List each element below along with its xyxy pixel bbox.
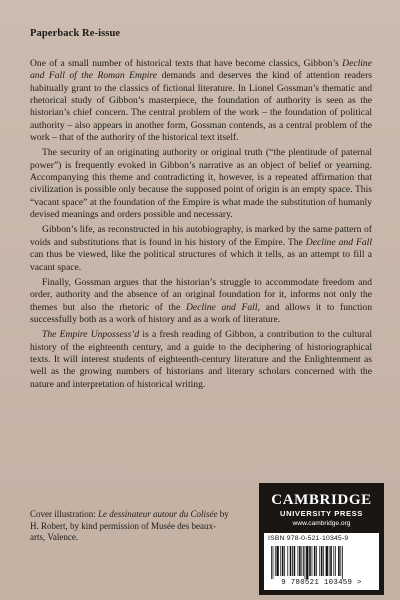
text-run: by H. Robert, by kind permission of Musée des beaux-arts, Valence.: [30, 509, 229, 543]
text-run: is a fresh reading of Gibbon, a contribution to the cultural history of the eighteenth century, and a guide to the deciphering of historiographical texts. It will interest students of eighteenth-century literature and the Enlightenment as well as the growing numbers of historians and literary scholars concerned with the nature and interpretation of historical writing.: [30, 329, 373, 390]
reissue-heading: Paperback Re-issue: [30, 28, 121, 39]
barcode-icon: [270, 546, 373, 579]
publisher-logo-subtitle: UNIVERSITY PRESS: [280, 509, 363, 518]
italic-title: Decline and Fall: [185, 301, 258, 313]
text-run: can thus be viewed, like the political structures of which it tells, as an attempt to fill a vacant space.: [30, 249, 372, 273]
italic-title: Decline and Fall of the Roman Empire: [30, 58, 372, 82]
blurb-paragraph: [30, 329, 372, 391]
blurb-paragraph: [30, 147, 372, 221]
isbn-label: ISBN 978-0-521-10345-9: [268, 535, 349, 542]
barcode-panel: [264, 533, 379, 590]
text-run: , and allows it to function successfully both as a work of history and as a work of literature.: [30, 301, 372, 325]
cover-illustration-credit: [30, 509, 230, 544]
italic-title: Decline and Fall: [305, 236, 372, 248]
publisher-logo-name: CAMBRIDGE: [271, 492, 372, 508]
blurb-paragraph: [30, 277, 372, 326]
italic-title: Le dessinateur autour du Colisée: [98, 509, 218, 519]
publisher-block: [259, 483, 384, 595]
blurb: [30, 58, 372, 394]
italic-title: The Empire Unpossess’d: [42, 329, 140, 341]
text-run: demands and deserves the kind of attention readers habitually grant to the classics of fictional literature. In Lionel Gossman’s thematic and rhetorical study of Gibbon’s masterpiece, the foundation of authority is seen as the historian’s chief concern. The central problem of the work – the foundation of political authority – also appears in another form, Gossman contends, as a central problem of the work – that of the authority of the historical text itself.: [30, 70, 372, 144]
barcode-digits: 9 780521 103459 >: [281, 579, 362, 587]
text-run: Finally, Gossman argues that the historian’s struggle to accommodate freedom and order, authority and the absence of an original foundation for it, informs not only the themes but also the rhetoric of the: [30, 276, 372, 313]
blurb-paragraph: [30, 58, 372, 144]
blurb-paragraph: [30, 224, 372, 273]
text-run: The security of an originating authority or original truth (“the plentitude of paternal power”) is frequently evoked in Gibbon’s narrative as an object of belief or yearning. Accompanying this theme and contradicting it, however, is a repeated affirmation that civilization is possible only because the supposed point of origin is an empty space. This “vacant space” at the foundation of the Empire is what made the substitution of humanly devised meanings and orders possible and necessary.: [30, 147, 372, 221]
publisher-url: www.cambridge.org: [292, 520, 351, 527]
text-run: Cover illustration:: [30, 509, 98, 519]
text-run: Gibbon’s life, as reconstructed in his autobiography, is marked by the same pattern of voids and substitutions that is found in his history of the Empire. The: [30, 224, 372, 248]
text-run: One of a small number of historical texts that have become classics, Gibbon’s: [30, 58, 343, 69]
